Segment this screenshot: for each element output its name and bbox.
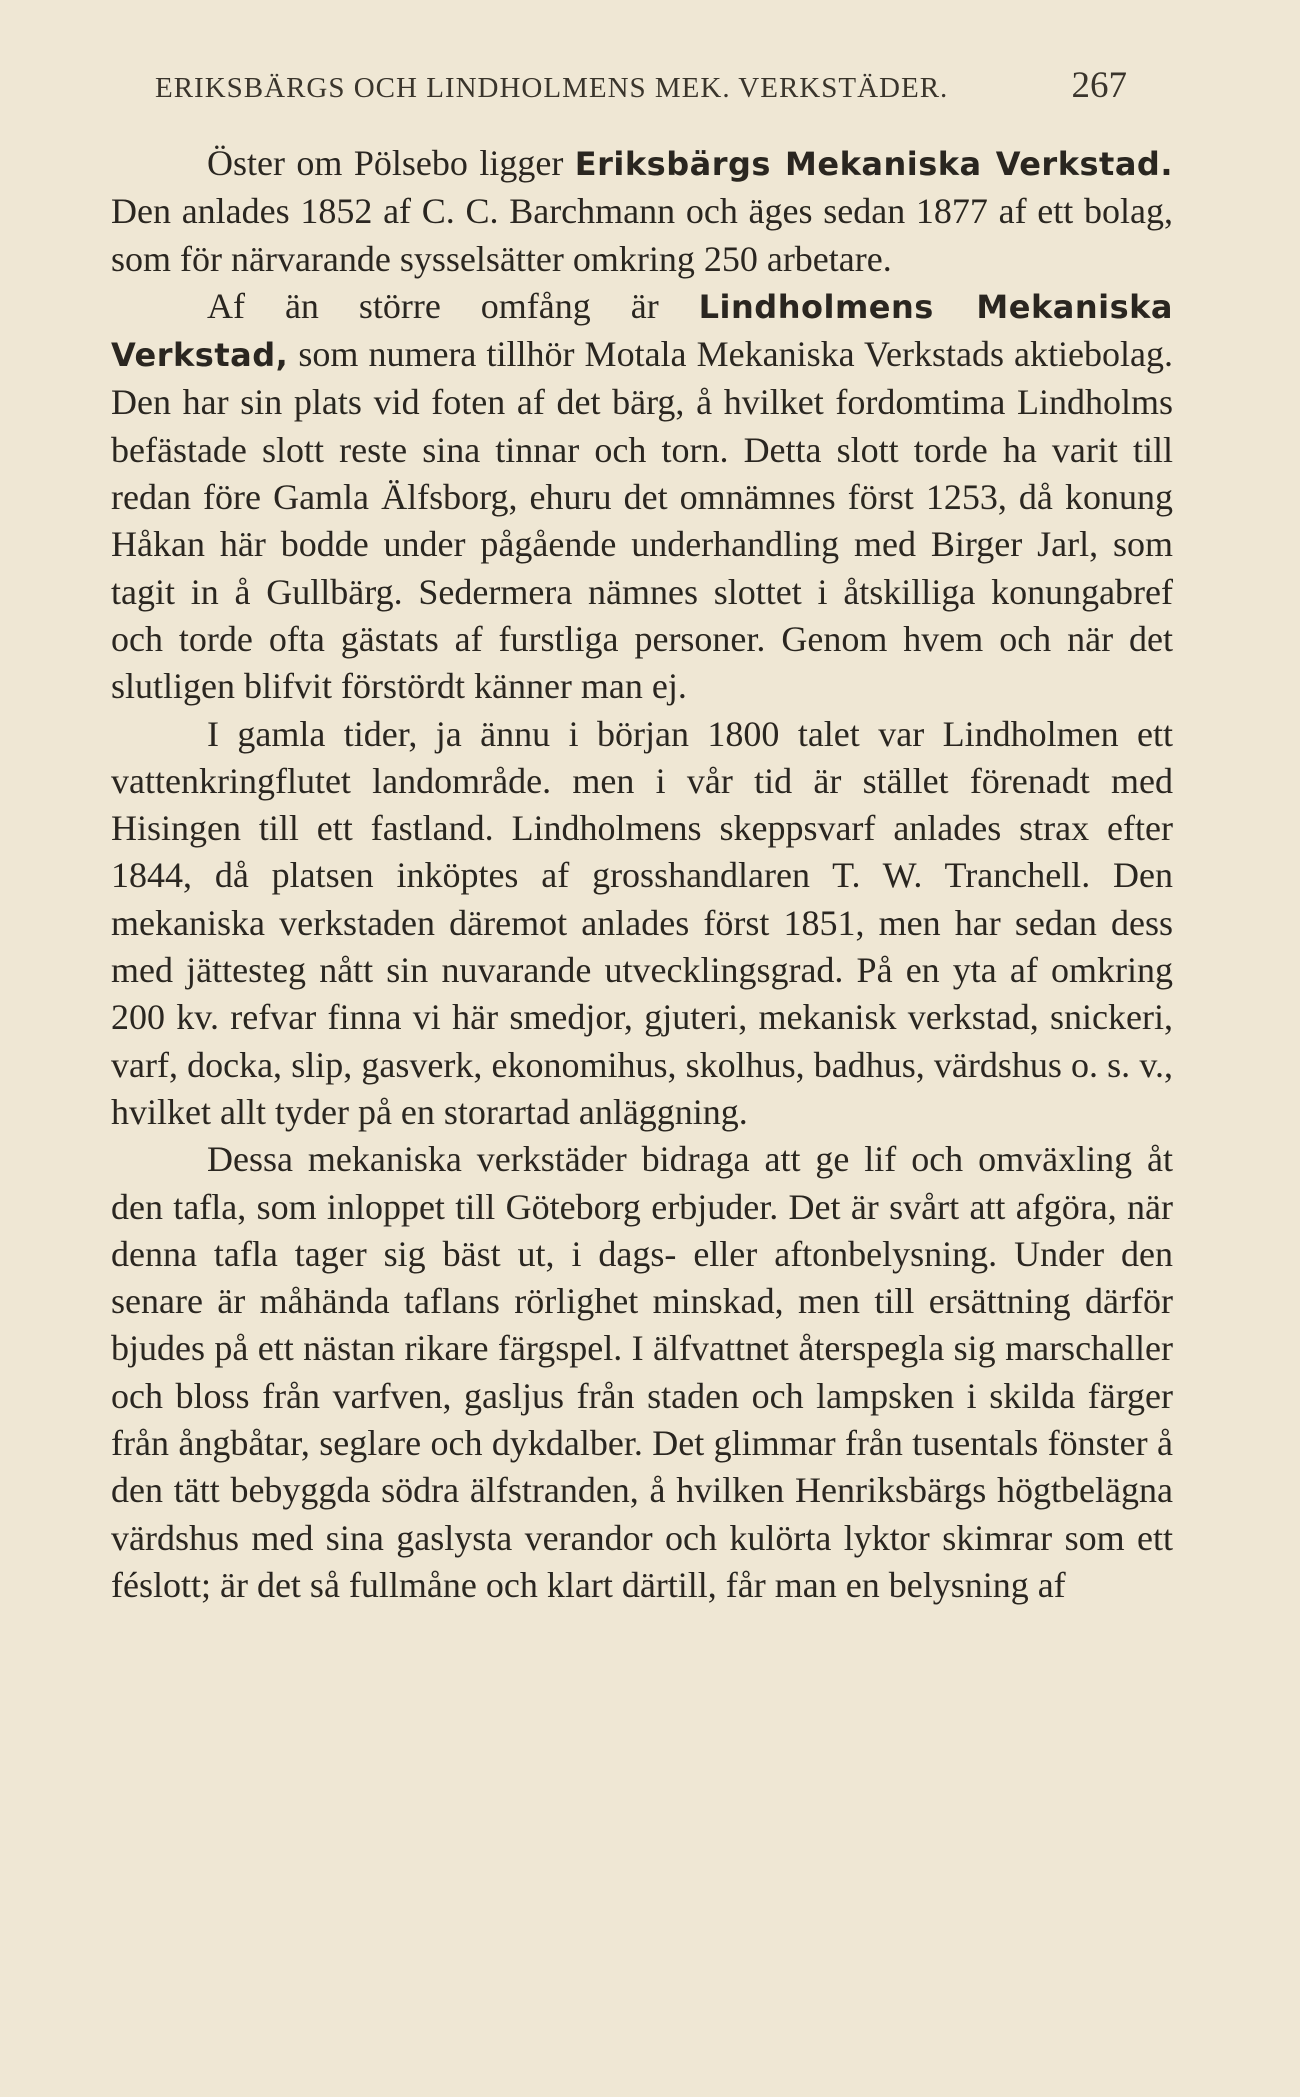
paragraph-text: I gamla tider, ja ännu i början 1800 talet var Lindholmen ett vattenkringflutet landområde. men i vår tid är stället förenadt med Hisingen till ett fastland. Lindholmens skeppsvarf anlades strax efter 1844, då platsen inköptes af grosshandlaren T. W. Tranchell. Den mekaniska verkstaden däremot anlades först 1851, men har sedan dess med jättesteg nått sin nuvarande utvecklingsgrad. På en yta af omkring 200 kv. refvar finna vi här smedjor, gjuteri, mekanisk verkstad, snickeri, varf, docka, slip, gasverk, ekonomihus, skolhus, badhus, värdshus o. s. v., hvilket allt tyder på en storartad anläggning. bbox=[111, 713, 1173, 1132]
paragraph-text: Af än större omfång är bbox=[207, 285, 699, 326]
paragraph bbox=[111, 1136, 1173, 1609]
paragraph bbox=[111, 140, 1173, 283]
running-head-title: ERIKSBÄRGS OCH LINDHOLMENS MEK. VERKSTÄDER. bbox=[155, 72, 949, 104]
body-text bbox=[111, 140, 1173, 1609]
company-name-bold: Lindholmens Mekaniska Verkstad, bbox=[111, 287, 1174, 375]
running-head bbox=[155, 64, 1127, 112]
company-name-bold: Eriksbärgs Mekaniska Verkstad. bbox=[574, 145, 1173, 183]
paragraph-text: som numera tillhör Motala Mekaniska Verkstads aktiebolag. Den har sin plats vid foten af det bärg, å hvilket fordomtima Lindholms befästade slott reste sina tinnar och torn. Detta slott torde ha varit till redan före Gamla Älfsborg, ehuru det omnämnes först 1253, då konung Håkan här bodde under pågående underhandling med Birger Jarl, som tagit in å Gullbärg. Sedermera nämnes slottet i åtskilliga konungabref och torde ofta gästats af furstliga personer. Genom hvem och när det slutligen blifvit förstördt känner man ej. bbox=[111, 334, 1173, 707]
paragraph-text: Öster om Pölsebo ligger bbox=[207, 143, 575, 183]
paragraph-text: Den anlades 1852 af C. C. Barchmann och äges sedan 1877 af ett bolag, som för närvarande sysselsätter omkring 250 arbetare. bbox=[111, 191, 1173, 279]
page-number: 267 bbox=[1071, 65, 1127, 106]
paragraph bbox=[111, 711, 1173, 1137]
paragraph bbox=[111, 283, 1173, 711]
paragraph-text: Dessa mekaniska verkstäder bidraga att ge lif och omväxling åt den tafla, som inloppet till Göteborg erbjuder. Det är svårt att afgöra, när denna tafla tager sig bäst ut, i dags- eller aftonbelysning. Under den senare är måhända taflans rörlighet minskad, men till ersättning därför bjudes på ett nästan rikare färgspel. I älfvattnet återspegla sig marschaller och bloss från varfven, gasljus från staden och lampsken i skilda färger från ångbåtar, seglare och dykdalber. Det glimmar från tusentals fönster å den tätt bebyggda södra älfstranden, å hvilken Henriksbärgs högtbelägna värdshus med sina gaslysta verandor och kulörta lyktor skimrar som ett féslott; är det så fullmåne och klart därtill, får man en belysning af bbox=[111, 1139, 1173, 1605]
